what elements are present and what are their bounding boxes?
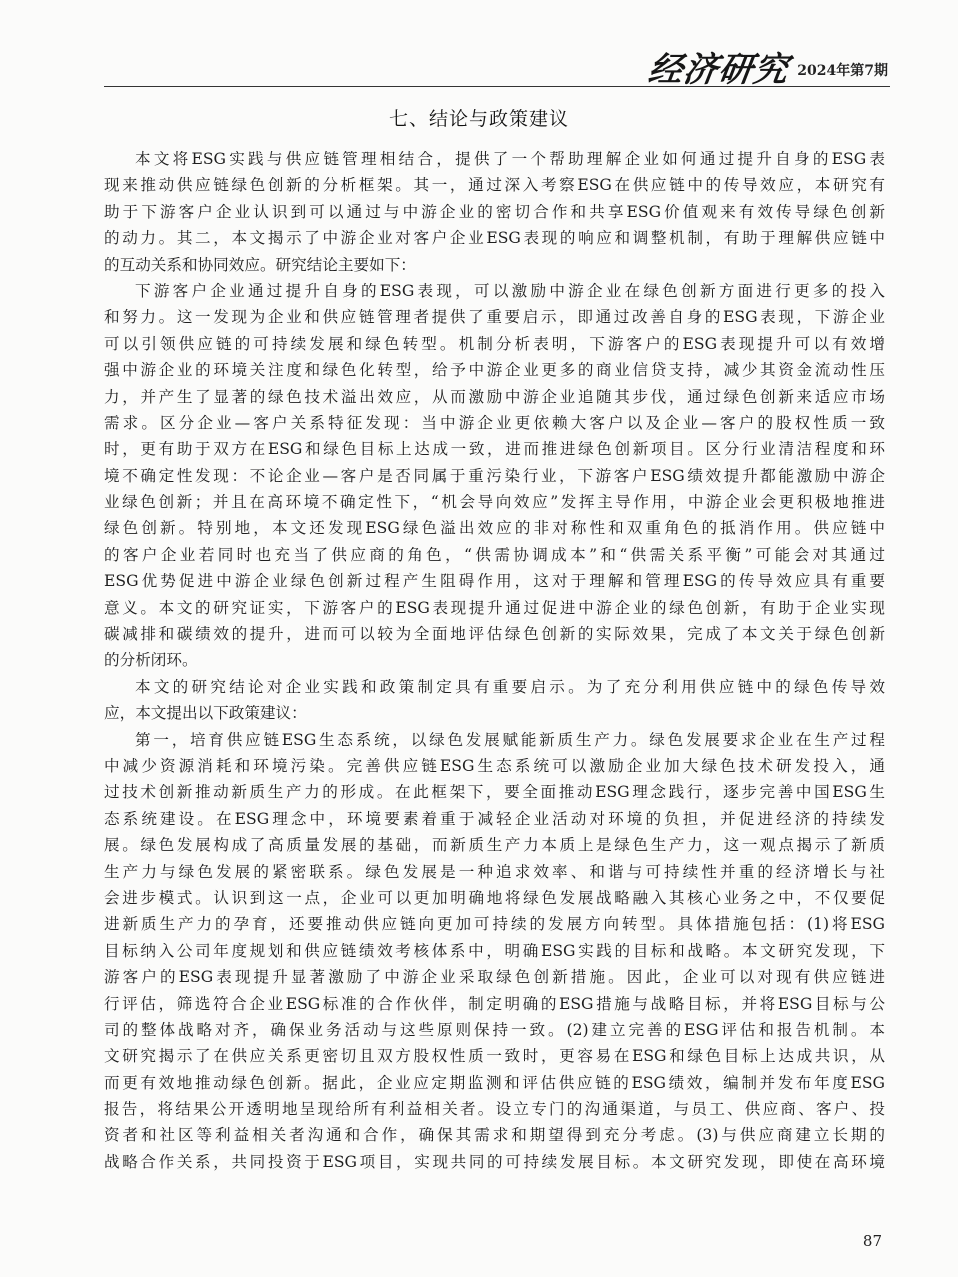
text-line: 会进步模式。认识到这一点，企业可以更加明确地将绿色发展战略融入其核心业务之中，不仅要促 [104, 888, 885, 907]
text-line: 目标纳入公司年度规划和供应链绩效考核体系中，明确ESG实践的目标和战略。本文研究发现，下 [104, 941, 885, 960]
paragraph [104, 278, 885, 674]
text-line: 的互动关系和协同效应。研究结论主要如下： [104, 255, 416, 274]
page-number: 87 [862, 1232, 882, 1250]
body-text [104, 146, 885, 1175]
issue-label: 2024年第7期 [797, 62, 888, 79]
text-line: 助于下游客户企业认识到可以通过与中游企业的密切合作和共享ESG价值观来有效传导绿色创新 [104, 202, 885, 221]
paragraph [104, 146, 885, 278]
text-line: 境不确定性发现：不论企业—客户是否同属于重污染行业，下游客户ESG绩效提升都能激励中游企 [104, 466, 885, 485]
text-line: 游客户的ESG表现提升显著激励了中游企业采取绿色创新措施。因此，企业可以对现有供应链进 [104, 968, 885, 987]
journal-logo: 经济研究 [645, 50, 792, 90]
text-line: 第一，培育供应链ESG生态系统，以绿色发展赋能新质生产力。绿色发展要求企业在生产过程 [135, 730, 885, 749]
text-line: 和努力。这一发现为企业和供应链管理者提供了重要启示，即通过改善自身的ESG表现，下游企业 [104, 308, 885, 327]
text-line: 的动力。其二，本文揭示了中游企业对客户企业ESG表现的响应和调整机制，有助于理解供应链中 [104, 229, 885, 248]
text-line: 碳减排和碳绩效的提升，进而可以较为全面地评估绿色创新的实际效果，完成了本文关于绿色创新 [104, 625, 885, 644]
text-line: 资者和社区等利益相关者沟通和合作，确保其需求和期望得到充分考虑。(3)与供应商建立长期的 [104, 1126, 885, 1145]
text-line: 业绿色创新；并且在高环境不确定性下，“机会导向效应”发挥主导作用，中游企业会更积极地推进 [104, 493, 885, 512]
text-line: 强中游企业的环境关注度和绿色化转型，给予中游企业更多的商业信贷支持，减少其资金流动性压 [104, 361, 885, 380]
header-rule [104, 86, 890, 87]
text-line: 本文将ESG实践与供应链管理相结合，提供了一个帮助理解企业如何通过提升自身的ESG表 [135, 150, 885, 168]
text-line: 司的整体战略对齐，确保业务活动与这些原则保持一致。(2)建立完善的ESG评估和报告机制。本 [104, 1020, 885, 1039]
text-line: 展。绿色发展构成了高质量发展的基础，而新质生产力本质上是绿色生产力，这一观点揭示了新质 [104, 836, 885, 855]
text-line: 现来推动供应链绿色创新的分析框架。其一，通过深入考察ESG在供应链中的传导效应，本研究有 [104, 176, 885, 195]
text-line: 文研究揭示了在供应关系更密切且双方股权性质一致时，更容易在ESG和绿色目标上达成共识，从 [104, 1047, 885, 1066]
text-line: 时，更有助于双方在ESG和绿色目标上达成一致，进而推进绿色创新项目。区分行业清洁程度和环 [104, 440, 885, 459]
running-header [645, 42, 888, 91]
text-line: 应，本文提出以下政策建议： [104, 704, 307, 723]
text-line: 生产力与绿色发展的紧密联系。绿色发展是一种追求效率、和谐与可持续性并重的经济增长与社 [104, 862, 885, 881]
text-line: 可以引领供应链的可持续发展和绿色转型。机制分析表明，下游客户的ESG表现提升可以有效增 [104, 334, 885, 353]
text-line: 过技术创新推动新质生产力的形成。在此框架下，要全面推动ESG理念践行，逐步完善中国ESG生 [104, 783, 885, 802]
text-line: 的客户企业若同时也充当了供应商的角色，“供需协调成本”和“供需关系平衡”可能会对其通过 [104, 545, 885, 564]
text-line: ESG优势促进中游企业绿色创新过程产生阻碍作用，这对于理解和管理ESG的传导效应具有重要 [104, 572, 885, 591]
text-line: 行评估，筛选符合企业ESG标准的合作伙伴，制定明确的ESG措施与战略目标，并将ESG目标与公 [104, 994, 885, 1013]
text-line: 本文的研究结论对企业实践和政策制定具有重要启示。为了充分利用供应链中的绿色传导效 [135, 677, 885, 696]
text-line: 绿色创新。特别地，本文还发现ESG绿色溢出效应的非对称性和双重角色的抵消作用。供应链中 [104, 519, 885, 538]
text-line: 力，并产生了显著的绿色技术溢出效应，从而激励中游企业追随其步伐，通过绿色创新来适应市场 [104, 387, 885, 406]
text-line: 中减少资源消耗和环境污染。完善供应链ESG生态系统可以激励企业加大绿色技术研发投入，通 [104, 756, 885, 775]
paragraph [104, 727, 885, 1176]
text-line: 报告，将结果公开透明地呈现给所有利益相关者。设立专门的沟通渠道，与员工、供应商、客户、投 [104, 1100, 885, 1119]
text-line: 需求。区分企业—客户关系特征发现：当中游企业更依赖大客户以及企业—客户的股权性质一致 [104, 413, 885, 432]
paragraph [104, 674, 885, 727]
text-line: 的分析闭环。 [104, 651, 198, 670]
text-line: 而更有效地推动绿色创新。据此，企业应定期监测和评估供应链的ESG绩效，编制并发布年度ESG [104, 1073, 885, 1092]
section-title: 七、结论与政策建议 [388, 108, 569, 130]
text-line: 战略合作关系，共同投资于ESG项目，实现共同的可持续发展目标。本文研究发现，即使在高环境 [104, 1152, 885, 1171]
text-line: 意义。本文的研究证实，下游客户的ESG表现提升通过促进中游企业的绿色创新，有助于企业实现 [104, 598, 885, 617]
text-line: 态系统建设。在ESG理念中，环境要素着重于减轻企业活动对环境的负担，并促进经济的持续发 [104, 809, 885, 828]
text-line: 进新质生产力的孕育，还要推动供应链向更加可持续的发展方向转型。具体措施包括：(1)将ESG [104, 915, 885, 934]
text-line: 下游客户企业通过提升自身的ESG表现，可以激励中游企业在绿色创新方面进行更多的投入 [135, 281, 885, 300]
